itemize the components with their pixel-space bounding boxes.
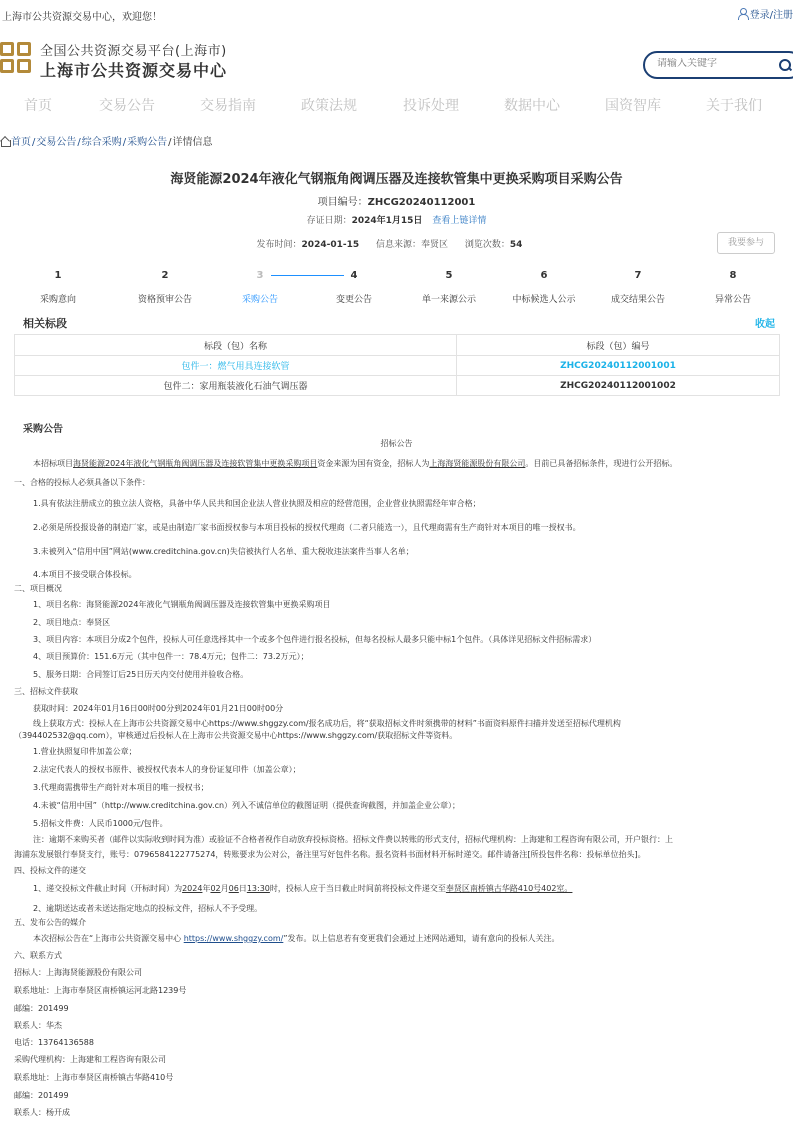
doc-section-2-title: 二、项目概况 [14,584,62,593]
column-header-lot-code: 标段（包）编号 [457,335,780,356]
certification-info: 存证日期：2024年1月15日 查看上链详情 [306,216,487,226]
contact-line: 联系地址：上海市奉贤区南桥镇古华路410号 [14,1073,174,1082]
doc-s1-item: 3.未被列入“信用中国”网站(www.creditchina.gov.cn)失信被执行人名单、重大税收违法案件当事人名单； [33,547,414,556]
doc-s3-item: 4.未被“信用中国”（http://www.creditchina.gov.cn）列入不诚信单位的截图证明（提供查询截图，并加盖企业公章）； [33,801,461,810]
user-icon [738,8,748,19]
doc-s4-item: 1、递交投标文件截止时间（开标时间）为2024年02月06日13:30时，投标人应于当日截止时间前将投标文件递交至奉贤区南桥镇古华路410号402室。 [33,884,573,893]
search-icon[interactable] [779,59,791,71]
nav-item-trade-guide[interactable]: 交易指南 [200,98,256,114]
doc-s2-item: 3、项目内容：本项目分成2个包件，投标人可任意选择其中一个或多个包件进行报名投标，但每名投标人最多只能中标1个包件。（具体详见招标文件招标需求） [33,635,597,644]
doc-s3-item: 3.代理商需携带生产商针对本项目的唯一授权书； [33,783,209,792]
info-source: 奉贤区 [421,240,449,250]
nav-item-about[interactable]: 关于我们 [706,98,762,114]
doc-s1-item: 4.本项目不接受联合体投标。 [33,570,137,579]
doc-section-3-title: 三、招标文件获取 [14,687,78,696]
nav-item-home[interactable]: 首页 [24,98,52,114]
breadcrumb-procurement[interactable]: 综合采购 [81,137,122,148]
doc-s3-item: 2.法定代表人的授权书原件、被授权代表本人的身份证复印件（加盖公章）； [33,765,301,774]
logo-icon[interactable] [0,42,34,76]
doc-s5-text: 本次招标公告在“上海市公共资源交易中心 https://www.shggzy.com/”发布。以上信息若有变更我们会通过上述网站通知，请有意向的投标人关注。 [33,934,560,943]
doc-s3-time: 获取时间：2024年01月16日00时00分到2024年01月21日00时00分 [33,704,284,713]
top-bar [0,0,793,28]
website-link[interactable]: https://www.shggzy.com/ [183,934,284,943]
page-title: 海贤能源2024年液化气钢瓶角阀调压器及连接软管集中更换采购项目采购公告 [170,172,623,187]
doc-heading: 招标公告 [380,439,413,448]
nav-item-complaints[interactable]: 投诉处理 [403,98,459,114]
contact-line: 联系地址：上海市奉贤区南桥镇运河北路1239号 [14,986,187,995]
contact-line: 邮编：201499 [14,1091,69,1100]
table-row[interactable] [15,356,780,376]
home-icon [0,136,10,146]
contact-line: 电话：13764136588 [14,1038,94,1047]
doc-s3-online: （394402532@qq.com），审核通过后投标人在上海市公共资源交易中心https://www.shggzy.com/获取招标文件等资料。 [14,731,458,740]
breadcrumb-home[interactable]: 首页 [11,137,31,148]
step-8[interactable]: 8 异常公告 [714,270,751,305]
step-1[interactable]: 1 采购意向 [39,270,76,305]
login-register-link[interactable] [738,6,793,21]
doc-section-4-title: 四、投标文件的递交 [14,866,86,875]
contact-line: 采购代理机构：上海建和工程咨询有限公司 [14,1055,166,1064]
collapse-button[interactable]: 收起 [755,319,775,330]
nav-item-trade-notices[interactable]: 交易公告 [99,98,155,114]
doc-s3-item: 5.招标文件费：人民币1000元/包件。 [33,819,168,828]
nav-item-data-center[interactable]: 数据中心 [504,98,560,114]
step-4[interactable]: 4 变更公告 [335,270,372,305]
contact-line: 邮编：201499 [14,1004,69,1013]
view-count: 54 [509,240,523,250]
contact-line: 联系人：杨开成 [14,1108,70,1117]
site-subtitle: 全国公共资源交易平台(上海市) [40,44,227,59]
project-number-value: ZHCG20240112001 [367,197,476,208]
view-chain-details-link[interactable]: 查看上链详情 [432,216,487,226]
table-header-row [15,335,780,356]
lot-code[interactable]: ZHCG20240112001002 [457,376,780,396]
step-6[interactable]: 6 中标候选人公示 [512,270,576,305]
doc-section-1-title: 一、合格的投标人必须具备以下条件： [14,478,150,487]
contact-line: 招标人：上海海贤能源股份有限公司 [14,968,142,977]
doc-s3-item: 1.营业执照复印件加盖公章； [33,747,137,756]
lot-name[interactable]: 包件一：燃气用具连接软管 [15,356,457,376]
site-title: 上海市公共资源交易中心 [40,61,228,80]
doc-s3-note: 注：逾期不来购买者（邮件以实际收到时间为准）或验证不合格者视作自动放弃投标资格。招标文件费以转账的形式支付，招标代理机构：上海建和工程咨询有限公司，开户银行：上 [33,835,673,844]
step-2[interactable]: 2 资格预审公告 [137,270,192,305]
breadcrumb: 首页/交易公告/综合采购/采购公告/详情信息 [0,133,213,148]
doc-section-6-title: 六、联系方式 [14,951,62,960]
doc-s1-item: 1.具有依法注册成立的独立法人资格，具备中华人民共和国企业法人营业执照及相应的经营范围，企业营业执照需经年审合格； [33,499,481,508]
column-header-lot-name: 标段（包）名称 [15,335,457,356]
doc-s2-item: 1、项目名称：海贤能源2024年液化气钢瓶角阀调压器及连接软管集中更换采购项目 [33,600,331,609]
welcome-text: 上海市公共资源交易中心，欢迎您！ [2,12,162,23]
step-7[interactable]: 7 成交结果公告 [610,270,665,305]
search-input[interactable] [657,58,767,69]
doc-s2-item: 4、项目预算价：151.6万元（其中包件一：78.4万元；包件二：73.2万元）； [33,652,309,661]
lot-name[interactable]: 包件二：家用瓶装液化石油气调压器 [15,376,457,396]
doc-s3-note: 海浦东发展银行奉贤支行，账号：0796584122775274，转账要求为公对公，备注里写好包件名称。报名资料书面材料开标时递交。邮件请备注[所投包件名称：投标单位抬头]。 [14,850,646,859]
nav-item-policies[interactable]: 政策法规 [301,98,357,114]
nav-item-think-tank[interactable]: 国资智库 [605,98,661,114]
process-steps [0,270,793,310]
main-nav [0,95,793,119]
breadcrumb-procurement-notices[interactable]: 采购公告 [127,137,168,148]
lot-code[interactable]: ZHCG20240112001001 [457,356,780,376]
step-5[interactable]: 5 单一来源公示 [421,270,476,305]
doc-s3-online: 线上获取方式：投标人在上海市公共资源交易中心https://www.shggzy.com/报名成功后，将“获取招标文件时须携带的材料”书面资料原件扫描并发送至招标代理机构 [33,719,621,728]
breadcrumb-trade-notices[interactable]: 交易公告 [36,137,77,148]
join-button[interactable]: 我要参与 [717,232,775,254]
publish-meta: 发布时间：2024-01-15 信息来源：奉贤区 浏览次数：54 [256,240,523,250]
contact-line: 联系人：华杰 [14,1021,62,1030]
breadcrumb-current: 详情信息 [172,137,213,148]
section-title: 采购公告 [23,424,63,435]
doc-s4-item: 2、逾期送达或者未送达指定地点的投标文件，招标人不予受理。 [33,904,263,913]
login-label: 登录/注册 [749,10,793,21]
doc-s1-item: 2.必须是所投报设备的制造厂家，或是由制造厂家书面授权参与本项目投标的授权代理商（二者只能选一），且代理商需有生产商针对本项目的唯一授权书。 [33,523,581,532]
doc-s2-item: 2、项目地点：奉贤区 [33,618,111,627]
step-3[interactable]: 3 采购公告 [241,270,278,305]
doc-s2-item: 5、服务日期：合同签订后25日历天内交付使用并验收合格。 [33,670,249,679]
doc-intro: 本招标项目海贤能源2024年液化气钢瓶角阀调压器及连接软管集中更换采购项目资金来源为国有资金，招标人为上海海贤能源股份有限公司。目前已具备招标条件，现进行公开招标。 [33,459,678,468]
search-box [643,51,793,79]
publish-date: 2024-01-15 [301,240,360,250]
related-lots-heading: 相关标段 [23,317,67,330]
cert-date: 2024年1月15日 [351,216,423,226]
doc-section-5-title: 五、发布公告的媒介 [14,918,86,927]
related-lots-table [14,334,780,396]
project-number: 项目编号：ZHCG20240112001 [317,197,476,208]
table-row[interactable] [15,376,780,396]
